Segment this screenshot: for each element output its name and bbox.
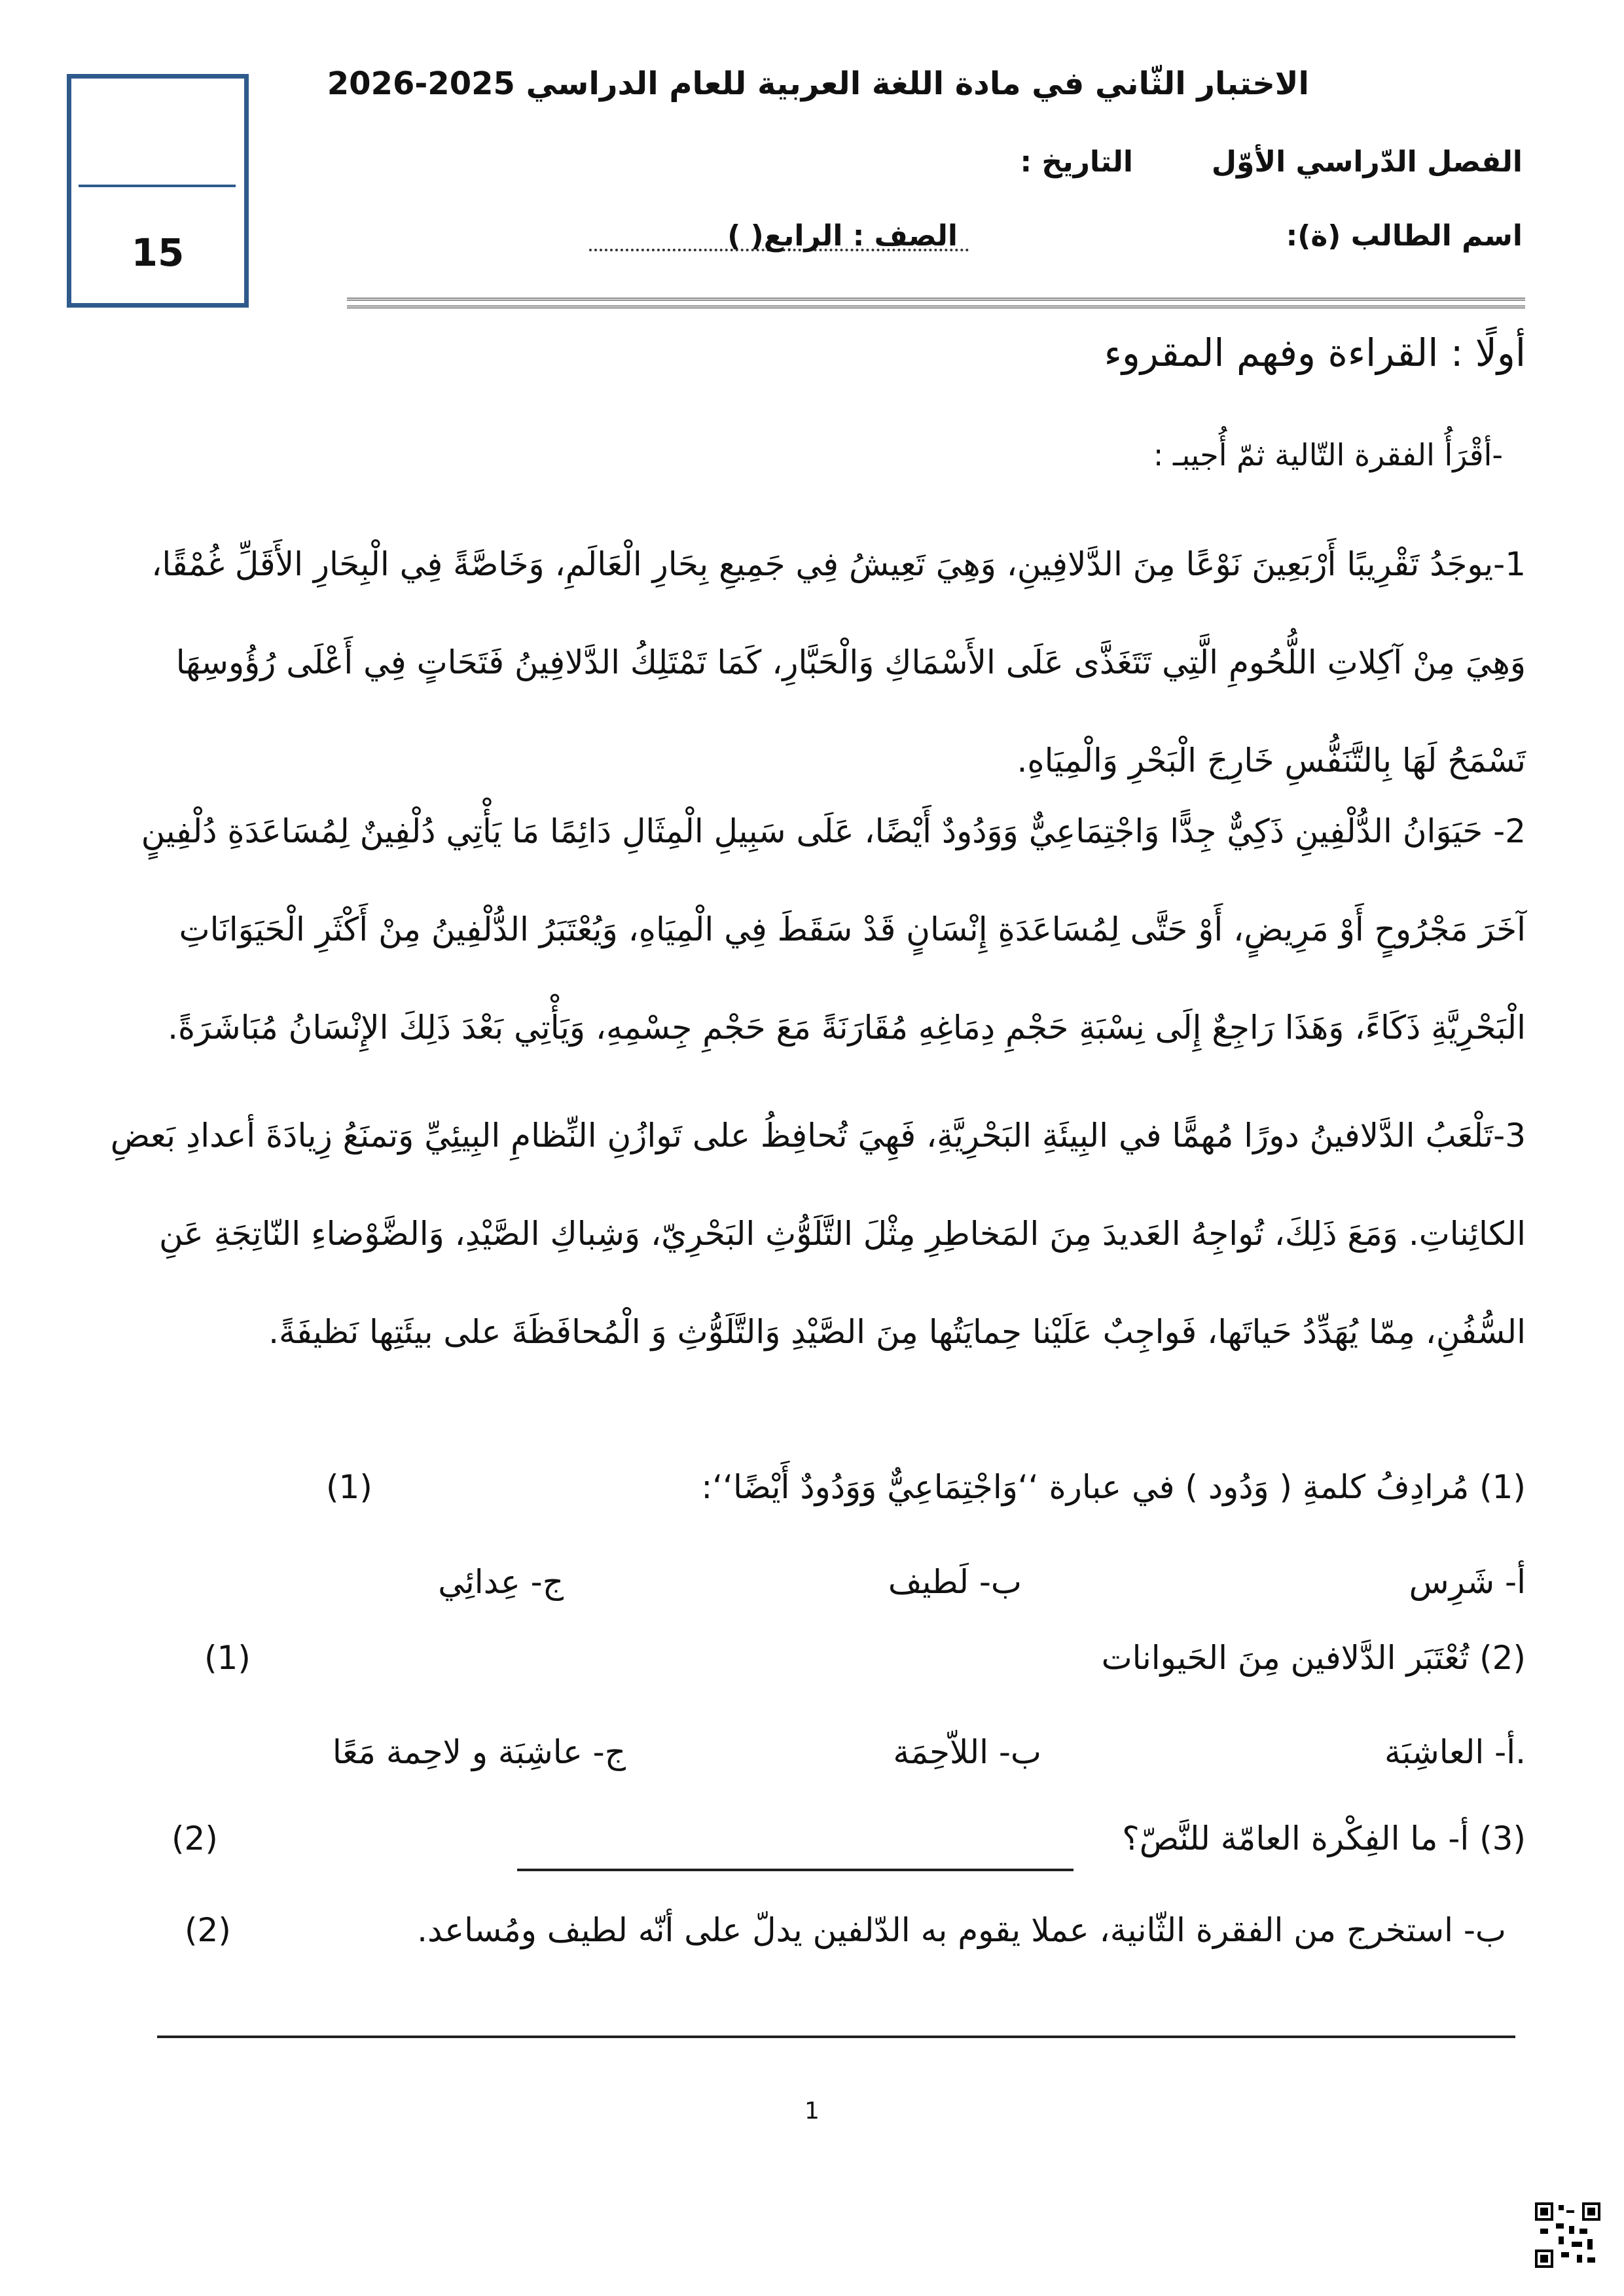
date-label: التاريخ : <box>1020 145 1133 179</box>
class-label: الصف : الرابع( ) <box>727 219 958 253</box>
question-3b-answer-line[interactable] <box>157 2036 1515 2038</box>
question-1: (1) مُرادِفُ كلمةِ ( وَدُود ) في عبارة ‘‘وَاجْتِمَاعِيٌّ وَوَدُودٌ أَيْضًا‘‘: <box>701 1468 1526 1506</box>
question-1-option-c[interactable]: ج- عِدائِي <box>438 1563 564 1601</box>
page-number: 1 <box>804 2098 820 2125</box>
student-name-label: اسم الطالب (ة): <box>1286 219 1523 253</box>
section-title: أولًا : القراءة وفهم المقروء <box>1104 331 1526 375</box>
question-2-option-a[interactable]: .أ- العاشِبَة <box>1384 1733 1526 1771</box>
reading-instruction: -أقْرَأُ الفقرة التّالية ثمّ أُجيبـ : <box>1153 437 1503 473</box>
question-2-mark: (1) <box>204 1639 251 1677</box>
question-2: (2) تُعْتَبَر الدَّلافين مِنَ الحَيوانات <box>1101 1639 1526 1677</box>
question-3b: ب- استخرج من الفقرة الثّانية، عملا يقوم به الدّلفين يدلّ على أنّه لطيف ومُساعد. <box>417 1911 1506 1949</box>
score-total: 15 <box>131 230 185 275</box>
qr-code-icon <box>1535 2202 1600 2268</box>
question-2-option-c[interactable]: ج- عاشِبَة و لاحِمة مَعًا <box>332 1733 626 1771</box>
question-3a-answer-line[interactable] <box>517 1869 1074 1871</box>
exam-title: الاختبار الثّاني في مادة اللغة العربية للعام الدراسي 2025-2026 <box>327 65 1309 102</box>
question-3b-mark: (2) <box>185 1911 231 1949</box>
question-1-option-a[interactable]: أ- شَرِس <box>1409 1563 1526 1601</box>
question-2-option-b[interactable]: ب- اللاّحِمَة <box>893 1733 1041 1771</box>
semester-label: الفصل الدّراسي الأوّل <box>1211 145 1523 179</box>
header-separator <box>347 298 1525 308</box>
question-3a: (3) أ- ما الفِكْرة العامّة للنَّصّ؟ <box>1122 1820 1526 1857</box>
paragraph-3: 3-تَلْعَبُ الدَّلافينُ دورًا مُهمًّا في البِيئَةِ البَحْرِيَّةِ، فَهِيَ تُحافِظُ على تَوازُنِ النِّظامِ البِيئِيِّ وَتمنَعُ زِيادَةَ أعدادِ بَعضِ الكائِناتِ. وَمَعَ ذَلِكَ، تُواجِهُ العَديدَ مِنَ المَخاطِرِ مِثْلَ التَّلَوُّثِ البَحْرِيّ، وَشِباكِ الصَّيْدِ، وَالضَّوْضاءِ النّاتِجَةِ عَنِ السُّفُنِ، مِمّا يُهَدِّدُ حَياتَها، فَواجِبٌ عَلَيْنا حِمايَتُها مِنَ الصَّيْدِ وَالتَّلَوُّثِ وَ الْمُحافَظَةَ على بيئَتِها نَظيفَةً. <box>110 1117 1526 1351</box>
question-1-option-b[interactable]: ب- لَطيف <box>888 1563 1022 1601</box>
question-3a-mark: (2) <box>171 1820 218 1857</box>
score-divider <box>79 185 236 187</box>
paragraph-1: 1-يوجَدُ تَقْرِيبًا أَرْبَعِينَ نَوْعًا مِنَ الدَّلافِينِ، وَهِيَ تَعِيشُ فِي جَمِيعِ بِحَارِ الْعَالَمِ، وَخَاصَّةً فِي الْبِحَارِ الأَقَلِّ غُمْقًا، وَهِيَ مِنْ آكِلاتِ اللُّحُومِ الَّتِي تَتَغَذَّى عَلَى الأَسْمَاكِ وَالْحَبَّارِ، كَمَا تَمْتَلِكُ الدَّلافِينُ فَتَحَاتٍ فِي أَعْلَى رُؤُوسِهَا تَسْمَحُ لَهَا بِالتَّنَفُّسِ خَارِجَ الْبَحْرِ وَالْمِيَاهِ. <box>151 545 1526 780</box>
paragraph-2: 2- حَيَوَانُ الدُّلْفِينِ ذَكِيٌّ جِدًّا وَاجْتِمَاعِيٌّ وَوَدُودٌ أَيْضًا، عَلَى سَبِيلِ الْمِثَالِ دَائِمًا مَا يَأْتِي دُلْفِينٌ لِمُسَاعَدَةِ دُلْفِينٍ آخَرَ مَجْرُوحٍ أَوْ مَرِيضٍ، أَوْ حَتَّى لِمُسَاعَدَةِ إِنْسَانٍ قَدْ سَقَطَ فِي الْمِيَاهِ، وَيُعْتَبَرُ الدُّلْفِينُ مِنْ أَكْثَرِ الْحَيَوَانَاتِ الْبَحْرِيَّةِ ذَكَاءً، وَهَذَا رَاجِعٌ إِلَى نِسْبَةِ حَجْمِ دِمَاغِهِ مُقَارَنَةً مَعَ حَجْمِ جِسْمِهِ، وَيَأْتِي بَعْدَ ذَلِكَ الإِنْسَانُ مُبَاشَرَةً. <box>141 812 1526 1047</box>
question-1-mark: (1) <box>326 1468 372 1506</box>
